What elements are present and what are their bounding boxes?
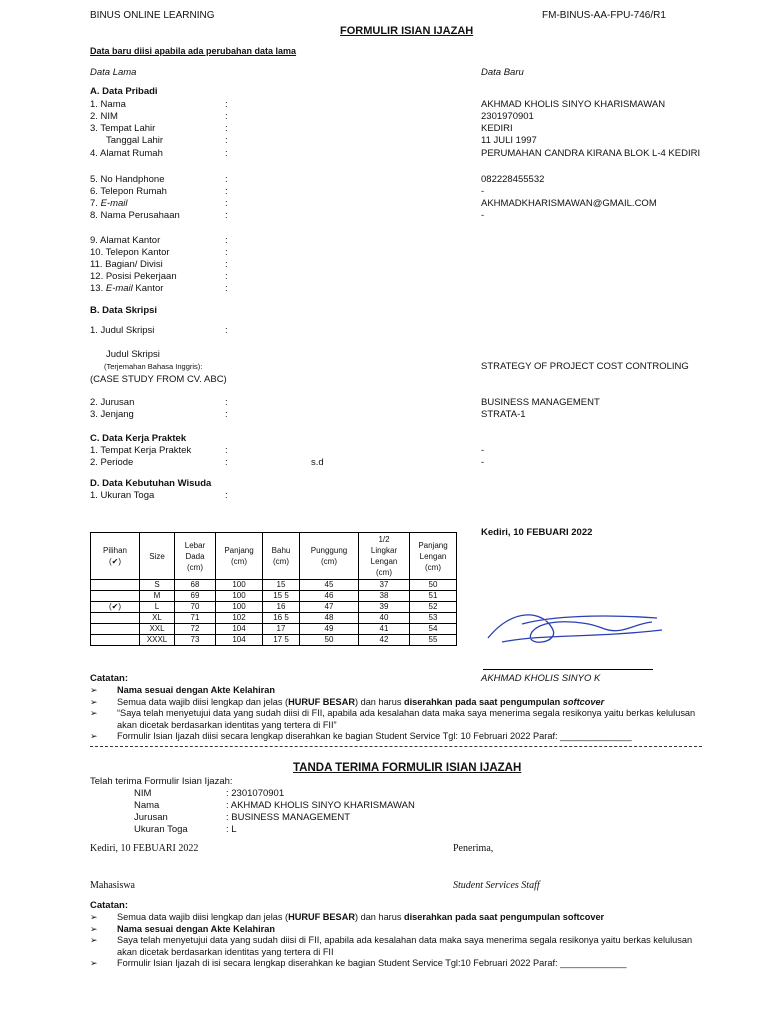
size-cell: 51 bbox=[410, 591, 457, 602]
field-colon: : bbox=[225, 397, 228, 408]
receipt-label: NIM bbox=[134, 788, 152, 799]
size-row bbox=[91, 580, 457, 591]
note-text: diserahkan pada saat pengumpulan bbox=[404, 696, 561, 707]
note-item bbox=[90, 685, 708, 697]
field-colon: : bbox=[225, 210, 228, 221]
receipt-value: : 2301070901 bbox=[226, 788, 285, 799]
size-cell: S bbox=[140, 580, 175, 591]
size-cell: 16 bbox=[263, 602, 300, 613]
note-text: HURUF BESAR bbox=[288, 912, 355, 922]
field-colon: : bbox=[225, 235, 228, 246]
field-colon: : bbox=[225, 186, 228, 197]
size-cell: 100 bbox=[216, 602, 263, 613]
field-value: - bbox=[481, 457, 485, 468]
note-text: ) dan harus bbox=[354, 912, 404, 922]
judul-en-label: Judul Skripsi bbox=[106, 349, 160, 360]
arrow-bullet-icon: ➢ bbox=[90, 935, 98, 945]
form-code: FM-BINUS-AA-FPU-746/R1 bbox=[542, 10, 666, 21]
size-cell: 42 bbox=[359, 635, 410, 646]
field-value: KEDIRI bbox=[481, 123, 513, 134]
size-table-header bbox=[91, 533, 457, 580]
size-cell: 40 bbox=[359, 613, 410, 624]
note-item bbox=[90, 731, 708, 743]
field-label: 3. Tempat Lahir bbox=[90, 123, 156, 134]
col-old-label: Data Lama bbox=[90, 67, 137, 78]
size-col-header: Pilihan (✔) bbox=[91, 533, 140, 580]
form-title: FORMULIR ISIAN IJAZAH bbox=[340, 25, 474, 37]
notes2-list bbox=[90, 912, 708, 970]
size-choice-cell bbox=[91, 624, 140, 635]
size-cell: 72 bbox=[175, 624, 216, 635]
cut-line bbox=[90, 746, 702, 747]
field-label: 12. Posisi Pekerjaan bbox=[90, 271, 177, 282]
size-cell: 104 bbox=[216, 635, 263, 646]
size-col-header: Size bbox=[140, 533, 175, 580]
arrow-bullet-icon: ➢ bbox=[90, 912, 98, 922]
notes2-heading: Catatan: bbox=[90, 900, 129, 911]
receipt-intro: Telah terima Formulir Isian Ijazah: bbox=[90, 776, 233, 787]
note-text: Nama sesuai dengan Akte Kelahiran bbox=[117, 923, 275, 934]
size-cell: 41 bbox=[359, 624, 410, 635]
toga-label: 1. Ukuran Toga bbox=[90, 490, 155, 501]
judul-label: 1. Judul Skripsi bbox=[90, 325, 155, 336]
size-cell: 50 bbox=[300, 635, 359, 646]
size-row bbox=[91, 591, 457, 602]
field-colon: : bbox=[225, 123, 228, 134]
field-label: 8. Nama Perusahaan bbox=[90, 210, 180, 221]
field-value: 2301970901 bbox=[481, 111, 534, 122]
size-row bbox=[91, 624, 457, 635]
field-colon: : bbox=[225, 99, 228, 110]
field-colon: : bbox=[225, 271, 228, 282]
size-cell: L bbox=[140, 602, 175, 613]
note-text: HURUF BESAR bbox=[288, 696, 355, 707]
signer-name: AKHMAD KHOLIS SINYO K bbox=[481, 673, 601, 684]
size-cell: 37 bbox=[359, 580, 410, 591]
receipt-label: Nama bbox=[134, 800, 160, 811]
note-text: “Saya telah menyetujui data yang sudah diisi di FII, apabila ada kesalahan data maka saya menerima segala resikonya yaitu berkas kelulusan akan dicetak berdasarkan identitas yang tertera di FII” bbox=[117, 708, 696, 730]
size-cell: 39 bbox=[359, 602, 410, 613]
note-text: Semua data wajib diisi lengkap dan jelas ( bbox=[117, 696, 289, 707]
field-value: - bbox=[481, 445, 485, 456]
field-value: BUSINESS MANAGEMENT bbox=[481, 397, 600, 408]
size-cell: 47 bbox=[300, 602, 359, 613]
size-cell: 46 bbox=[300, 591, 359, 602]
size-cell: 70 bbox=[175, 602, 216, 613]
receipt-date: Kediri, 10 FEBUARI 2022 bbox=[90, 843, 199, 854]
field-colon: : bbox=[225, 457, 228, 468]
size-cell: XXL bbox=[140, 624, 175, 635]
receipt-title: TANDA TERIMA FORMULIR ISIAN IJAZAH bbox=[293, 762, 522, 774]
note-text: Formulir Isian Ijazah diisi secara lengkap diserahkan ke bagian Student Service Tgl: 10 Februari 2022 Paraf: ______________ bbox=[117, 731, 632, 741]
notes1-list bbox=[90, 685, 708, 743]
field-label: 4. Alamat Rumah bbox=[90, 148, 163, 159]
field-colon: : bbox=[225, 111, 228, 122]
size-cell: XL bbox=[140, 613, 175, 624]
field-label: 3. Jenjang bbox=[90, 409, 134, 420]
field-colon: : bbox=[225, 148, 228, 159]
note-item bbox=[90, 697, 708, 709]
note-item bbox=[90, 935, 708, 958]
section-a-heading: A. Data Pribadi bbox=[90, 86, 158, 97]
note-text: Formulir Isian Ijazah di isi secara lengkap diserahkan ke bagian Student Service Tgl:10 Februari 2022 Paraf: _____________ bbox=[117, 958, 627, 968]
note-item bbox=[90, 708, 708, 731]
section-d-heading: D. Data Kebutuhan Wisuda bbox=[90, 478, 212, 489]
size-cell: 15 bbox=[263, 580, 300, 591]
arrow-bullet-icon: ➢ bbox=[90, 708, 98, 718]
note-text: ) dan harus bbox=[354, 696, 404, 707]
note-item bbox=[90, 924, 708, 936]
size-cell: 68 bbox=[175, 580, 216, 591]
size-cell: 100 bbox=[216, 580, 263, 591]
size-cell: 53 bbox=[410, 613, 457, 624]
field-colon: : bbox=[225, 135, 228, 146]
size-cell: 50 bbox=[410, 580, 457, 591]
size-cell: 71 bbox=[175, 613, 216, 624]
size-row bbox=[91, 602, 457, 613]
size-table-body bbox=[91, 580, 457, 646]
size-col-header: 1/2 Lingkar Lengan (cm) bbox=[359, 533, 410, 580]
arrow-bullet-icon: ➢ bbox=[90, 958, 98, 968]
field-label: 9. Alamat Kantor bbox=[90, 235, 161, 246]
field-colon: : bbox=[225, 198, 228, 209]
field-label: 2. Periode bbox=[90, 457, 134, 468]
header-org: BINUS ONLINE LEARNING bbox=[90, 10, 215, 21]
size-choice-cell bbox=[91, 635, 140, 646]
size-col-header: Panjang Lengan (cm) bbox=[410, 533, 457, 580]
arrow-bullet-icon: ➢ bbox=[90, 685, 98, 695]
size-cell: 16 5 bbox=[263, 613, 300, 624]
signature-line bbox=[483, 669, 653, 670]
size-cell: 15 5 bbox=[263, 591, 300, 602]
receipt-value: : AKHMAD KHOLIS SINYO KHARISMAWAN bbox=[226, 800, 415, 811]
receipt-label: Ukuran Toga bbox=[134, 824, 188, 835]
field-value: AKHMAD KHOLIS SINYO KHARISMAWAN bbox=[481, 99, 666, 110]
note-text: Nama sesuai dengan Akte Kelahiran bbox=[117, 685, 275, 695]
size-cell: 48 bbox=[300, 613, 359, 624]
size-col-header: Panjang (cm) bbox=[216, 533, 263, 580]
field-label: 13. E-mail Kantor bbox=[90, 283, 164, 294]
note-text: Semua data wajib diisi lengkap dan jelas ( bbox=[117, 912, 289, 922]
size-table bbox=[90, 532, 457, 646]
field-colon: : bbox=[225, 174, 228, 185]
field-value: 082228455532 bbox=[481, 174, 545, 185]
size-cell: 104 bbox=[216, 624, 263, 635]
field-colon: : bbox=[225, 409, 228, 420]
arrow-bullet-icon: ➢ bbox=[90, 696, 98, 707]
receipt-staff: Student Services Staff bbox=[453, 880, 540, 891]
size-choice-cell bbox=[91, 613, 140, 624]
col-new-label: Data Baru bbox=[481, 67, 524, 78]
field-value: 11 JULI 1997 bbox=[481, 135, 537, 146]
field-label: 1. Tempat Kerja Praktek bbox=[90, 445, 192, 456]
arrow-bullet-icon: ➢ bbox=[90, 731, 98, 741]
receipt-penerima: Penerima, bbox=[453, 843, 494, 854]
note-text: diserahkan pada saat pengumpulan softcover bbox=[404, 912, 605, 922]
place-date: Kediri, 10 FEBUARI 2022 bbox=[481, 527, 593, 538]
field-label: 11. Bagian/ Divisi bbox=[90, 259, 163, 270]
field-colon: : bbox=[225, 247, 228, 258]
size-col-header: Punggung (cm) bbox=[300, 533, 359, 580]
judul-en-sub: (Terjemahan Bahasa Inggris): bbox=[104, 362, 203, 371]
note-text: softcover bbox=[560, 696, 605, 707]
size-cell: 52 bbox=[410, 602, 457, 613]
receipt-value: : L bbox=[226, 824, 237, 835]
notes1-heading: Catatan: bbox=[90, 673, 129, 684]
arrow-bullet-icon: ➢ bbox=[90, 923, 98, 934]
size-cell: 73 bbox=[175, 635, 216, 646]
note-item bbox=[90, 912, 708, 924]
field-label: 1. Nama bbox=[90, 99, 126, 110]
field-label: 2. Jurusan bbox=[90, 397, 135, 408]
receipt-mahasiswa: Mahasiswa bbox=[90, 880, 135, 891]
receipt-label: Jurusan bbox=[134, 812, 168, 823]
field-value: - bbox=[481, 210, 485, 221]
size-cell: 69 bbox=[175, 591, 216, 602]
section-c-heading: C. Data Kerja Praktek bbox=[90, 433, 187, 444]
size-cell: M bbox=[140, 591, 175, 602]
size-cell: XXXL bbox=[140, 635, 175, 646]
size-cell: 54 bbox=[410, 624, 457, 635]
size-col-header: Bahu (cm) bbox=[263, 533, 300, 580]
field-label: Tanggal Lahir bbox=[106, 135, 164, 146]
size-cell: 55 bbox=[410, 635, 457, 646]
size-cell: 38 bbox=[359, 591, 410, 602]
size-cell: 45 bbox=[300, 580, 359, 591]
note-text: Saya telah menyetujui data yang sudah diisi di FII, apabila ada kesalahan data maka saya menerima segala resikonya yaitu berkas kelulusan akan dicetak berdasarkan identitas yang tertera di FII bbox=[117, 935, 693, 957]
size-row bbox=[91, 635, 457, 646]
judul-en-value: STRATEGY OF PROJECT COST CONTROLING bbox=[481, 361, 689, 372]
size-cell: 102 bbox=[216, 613, 263, 624]
field-label: 10. Telepon Kantor bbox=[90, 247, 170, 258]
toga-colon: : bbox=[225, 490, 228, 501]
size-cell: 100 bbox=[216, 591, 263, 602]
judul-en-cont: (CASE STUDY FROM CV. ABC) bbox=[90, 374, 227, 385]
field-label: 5. No Handphone bbox=[90, 174, 165, 185]
size-choice-cell bbox=[91, 580, 140, 591]
size-cell: 17 bbox=[263, 624, 300, 635]
field-colon: : bbox=[225, 259, 228, 270]
size-choice-cell bbox=[91, 591, 140, 602]
field-colon: : bbox=[225, 283, 228, 294]
field-colon: : bbox=[225, 445, 228, 456]
period-sd: s.d bbox=[311, 457, 324, 468]
field-value: STRATA-1 bbox=[481, 409, 526, 420]
section-b-heading: B. Data Skripsi bbox=[90, 305, 158, 316]
field-label: 2. NIM bbox=[90, 111, 118, 122]
field-value: PERUMAHAN CANDRA KIRANA BLOK L-4 KEDIRI bbox=[481, 148, 701, 159]
size-choice-cell: (✔) bbox=[91, 602, 140, 613]
receipt-value: : BUSINESS MANAGEMENT bbox=[226, 812, 351, 823]
size-cell: 49 bbox=[300, 624, 359, 635]
field-value: AKHMADKHARISMAWAN@GMAIL.COM bbox=[481, 198, 657, 209]
field-label: 6. Telepon Rumah bbox=[90, 186, 167, 197]
field-label: 7. E-mail bbox=[90, 198, 128, 209]
size-col-header: Lebar Dada (cm) bbox=[175, 533, 216, 580]
form-note: Data baru diisi apabila ada perubahan data lama bbox=[90, 46, 297, 56]
size-cell: 17 5 bbox=[263, 635, 300, 646]
size-row bbox=[91, 613, 457, 624]
note-item bbox=[90, 958, 708, 970]
judul-colon: : bbox=[225, 325, 228, 336]
field-value: - bbox=[481, 186, 485, 197]
signature bbox=[482, 598, 672, 658]
